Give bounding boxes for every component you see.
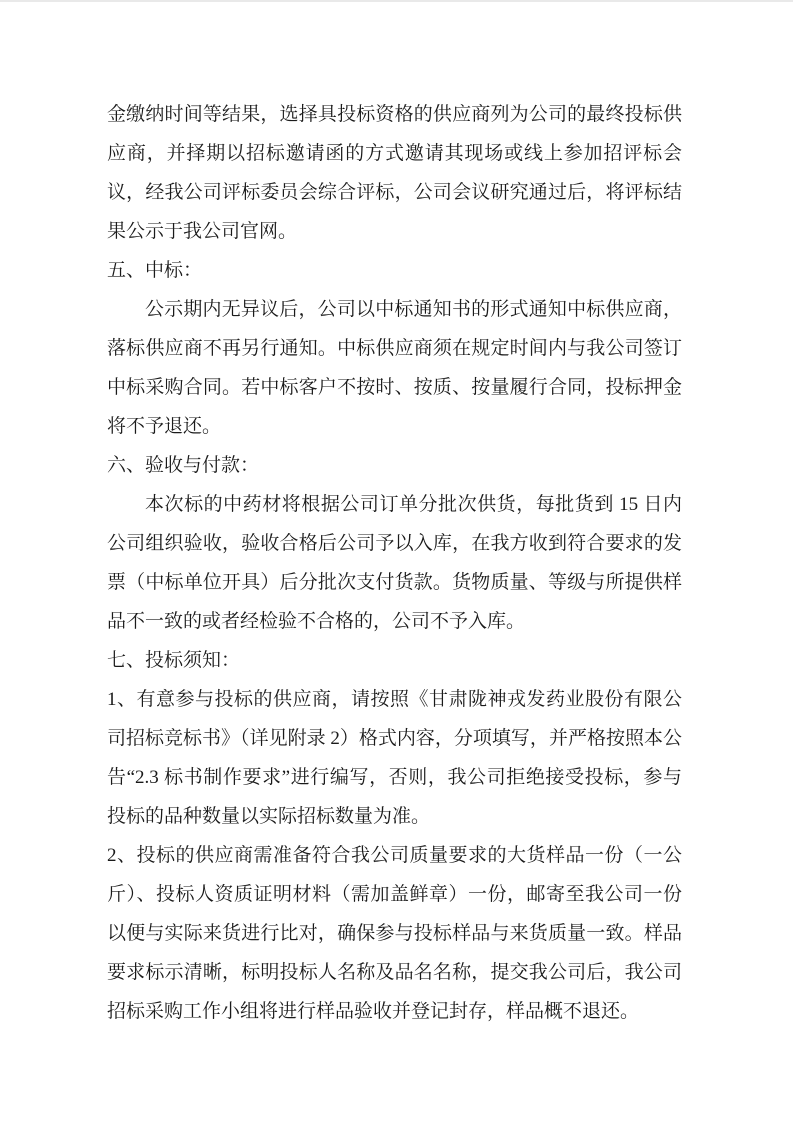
paragraph-bidding-instruction-2: 2、投标的供应商需准备符合我公司质量要求的大货样品一份（一公斤）、投标人资质证明材料（需加盖鲜章）一份，邮寄至我公司一份以便与实际来货进行比对，确保参与投标样品与来货质量一致。样品要求标示清晰，标明投标人名称及品名名称，提交我公司后，我公司招标采购工作小组将进行样品验收并登记封存，样品概不退还。 — [107, 845, 682, 1022]
section-heading-5-award: 五、中标： — [107, 260, 203, 281]
paragraph-bidding-instruction-1: 1、有意参与投标的供应商，请按照《甘肃陇神戎发药业股份有限公司招标竞标书》（详见附录 2）格式内容，分项填写，并严格按照本公告“2.3 标书制作要求”进行编写，否则，我公司拒绝接受投标，参与投标的品种数量以实际招标数量为准。 — [107, 689, 682, 827]
paragraph-deposit-result-continuation: 金缴纳时间等结果，选择具投标资格的供应商列为公司的最终投标供应商，并择期以招标邀请函的方式邀请其现场或线上参加招评标会议，经我公司评标委员会综合评标，公司会议研究通过后，将评标结果公示于我公司官网。 — [107, 104, 682, 242]
paragraph-acceptance-payment: 本次标的中药材将根据公司订单分批次供货，每批货到 15 日内公司组织验收，验收合格后公司予以入库，在我方收到符合要求的发票（中标单位开具）后分批次支付货款。货物质量、等级与所提供样品不一致的或者经检验不合格的，公司不予入库。 — [107, 494, 682, 632]
page-top-edge — [0, 0, 793, 2]
paragraph-award-notice: 公示期内无异议后，公司以中标通知书的形式通知中标供应商，落标供应商不再另行通知。中标供应商须在规定时间内与我公司签订中标采购合同。若中标客户不按时、按质、按量履行合同，投标押金将不予退还。 — [107, 299, 682, 437]
section-heading-6-acceptance-payment: 六、验收与付款： — [107, 455, 260, 476]
document-page — [107, 95, 682, 1031]
section-heading-7-bidding-instructions: 七、投标须知： — [107, 650, 241, 671]
